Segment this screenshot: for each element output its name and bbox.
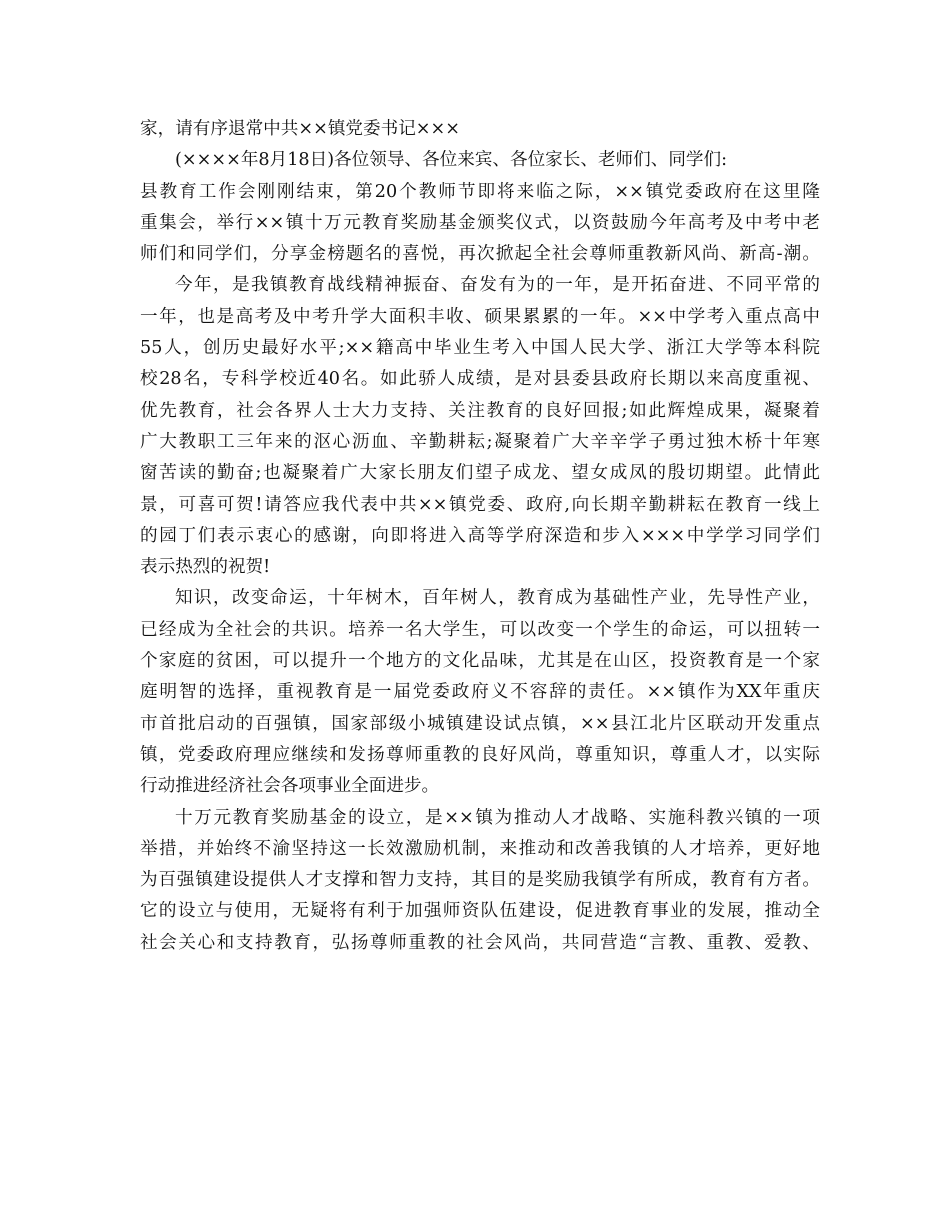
text-line: 校28名，专科学校近40名。如此骄人成绩，是对县委县政府长期以来高度重视、 (140, 369, 820, 390)
text-line: 今年，是我镇教育战线精神振奋、奋发有为的一年，是开拓奋进、不同平常的 (175, 275, 820, 296)
text-line: 一年，也是高考及中考升学大面积丰收、硕果累累的一年。××中学考入重点高中 (140, 306, 820, 327)
text-line: 个家庭的贫困，可以提升一个地方的文化品味，尤其是在山区，投资教育是一个家 (140, 651, 820, 672)
text-line: 举措，并始终不渝坚持这一长效激励机制，来推动和改善我镇的人才培养，更好地 (140, 838, 820, 859)
text-line: (××××年8月18日)各位领导、各位来宾、各位家长、老师们、同学们: (175, 150, 728, 171)
text-line: 知识，改变命运，十年树木，百年树人，教育成为基础性产业，先导性产业， (175, 588, 820, 609)
text-line: 十万元教育奖励基金的设立，是××镇为推动人才战略、实施科教兴镇的一项 (175, 807, 820, 828)
text-line: 庭明智的选择，重视教育是一届党委政府义不容辞的责任。××镇作为XX年重庆 (140, 682, 820, 703)
text-line: 景，可喜可贺!请答应我代表中共××镇党委、政府,向长期辛勤耕耘在教育一线上 (140, 494, 820, 515)
text-line: 为百强镇建设提供人才支撑和智力支持，其目的是奖励我镇学有所成，教育有方者。 (140, 870, 820, 891)
text-line: 市首批启动的百强镇，国家部级小城镇建设试点镇，××县江北片区联动开发重点 (140, 713, 820, 734)
text-line: 它的设立与使用，无疑将有利于加强师资队伍建设，促进教育事业的发展，推动全 (140, 901, 820, 922)
text-line: 社会关心和支持教育，弘扬尊师重教的社会风尚，共同营造“言教、重教、爱教、 (140, 932, 820, 953)
text-line: 55人，创历史最好水平;××籍高中毕业生考入中国人民大学、浙江大学等本科院 (140, 338, 820, 359)
text-line: 镇，党委政府理应继续和发扬尊师重教的良好风尚，尊重知识，尊重人才，以实际 (140, 744, 820, 765)
text-line: 已经成为全社会的共识。培养一名大学生，可以改变一个学生的命运，可以扭转一 (140, 619, 820, 640)
text-line: 家，请有序退常中共××镇党委书记××× (140, 119, 461, 139)
text-line: 窗苦读的勤奋;也凝聚着广大家长朋友们望子成龙、望女成凤的殷切期望。此情此 (140, 463, 820, 484)
document-body (140, 114, 820, 959)
text-line: 重集会，举行××镇十万元教育奖励基金颁奖仪式，以资鼓励今年高考及中考中老 (140, 212, 820, 233)
text-line: 表示热烈的祝贺! (140, 557, 271, 578)
text-line: 广大教职工三年来的沤心沥血、辛勤耕耘;凝聚着广大辛辛学子勇过独木桥十年寒 (140, 431, 820, 452)
text-line: 师们和同学们，分享金榜题名的喜悦，再次掀起全社会尊师重教新风尚、新高-潮。 (140, 244, 820, 265)
text-line: 行动推进经济社会各项事业全面进步。 (140, 776, 440, 797)
text-line: 县教育工作会刚刚结束，第20个教师节即将来临之际，××镇党委政府在这里隆 (140, 181, 820, 202)
text-line: 的园丁们表示衷心的感谢，向即将进入高等学府深造和步入×××中学学习同学们 (140, 525, 820, 546)
text-line: 优先教育，社会各界人士大力支持、关注教育的良好回报;如此辉煌成果，凝聚着 (140, 400, 820, 421)
